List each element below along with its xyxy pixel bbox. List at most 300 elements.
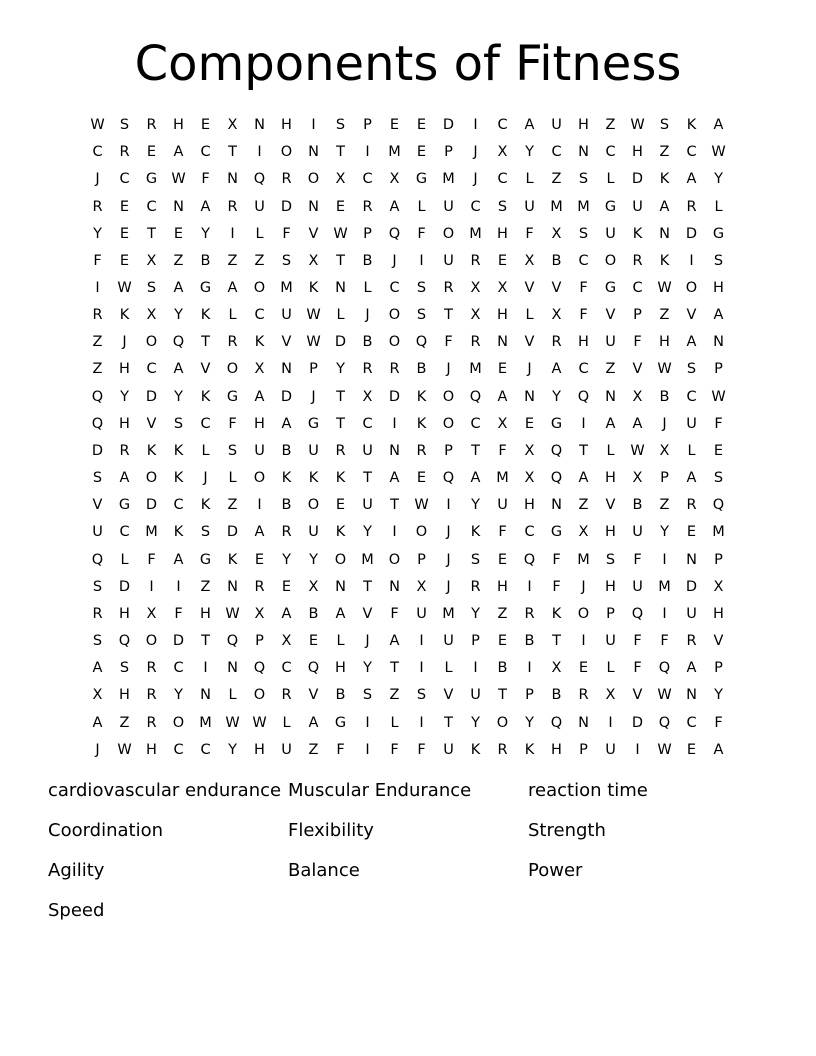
- grid-row: [84, 601, 732, 628]
- grid-letter: W: [252, 714, 267, 731]
- grid-letter: K: [416, 388, 427, 405]
- grid-letter: Z: [605, 117, 616, 134]
- grid-letter: U: [362, 497, 373, 514]
- grid-letter: J: [122, 334, 127, 351]
- grid-letter: M: [199, 714, 212, 731]
- word-list-item: Coordination: [48, 820, 164, 841]
- grid-letter: Y: [714, 171, 723, 188]
- grid-letter: P: [444, 442, 453, 459]
- grid-letter: M: [469, 225, 482, 242]
- grid-letter: E: [497, 551, 508, 568]
- grid-letter: O: [442, 225, 455, 242]
- grid-letter: A: [335, 605, 346, 622]
- grid-letter: I: [419, 633, 424, 650]
- grid-letter: X: [578, 524, 589, 541]
- grid-letter: Q: [442, 470, 455, 487]
- grid-letter: H: [497, 578, 508, 595]
- grid-letter: O: [388, 307, 401, 324]
- grid-letter: T: [147, 225, 156, 242]
- grid-letter: U: [686, 415, 697, 432]
- grid-letter: Q: [172, 334, 185, 351]
- grid-letter: A: [308, 714, 319, 731]
- grid-letter: A: [173, 144, 184, 161]
- grid-letter: I: [257, 144, 262, 161]
- grid-letter: Q: [658, 714, 671, 731]
- grid-row: [84, 166, 732, 193]
- grid-letter: K: [659, 252, 670, 269]
- grid-letter: J: [446, 551, 451, 568]
- grid-letter: N: [686, 551, 697, 568]
- grid-letter: S: [92, 633, 103, 650]
- grid-letter: V: [551, 280, 562, 297]
- grid-letter: I: [95, 280, 100, 297]
- word-list-item: cardiovascular endurance: [48, 780, 282, 801]
- grid-letter: Q: [91, 388, 104, 405]
- grid-letter: S: [416, 280, 427, 297]
- grid-letter: K: [146, 442, 157, 459]
- grid-row: [84, 302, 732, 329]
- grid-letter: Z: [254, 252, 265, 269]
- grid-letter: U: [281, 307, 292, 324]
- grid-letter: A: [686, 334, 697, 351]
- grid-letter: G: [226, 388, 239, 405]
- grid-letter: R: [146, 117, 157, 134]
- grid-letter: D: [280, 198, 293, 215]
- grid-letter: Y: [660, 524, 669, 541]
- word-list-item: Speed: [48, 900, 105, 921]
- grid-row: [84, 275, 732, 302]
- grid-letter: G: [604, 198, 617, 215]
- grid-letter: C: [389, 280, 400, 297]
- grid-letter: F: [579, 280, 588, 297]
- grid-letter: A: [686, 470, 697, 487]
- grid-letter: I: [257, 497, 262, 514]
- grid-letter: C: [200, 144, 211, 161]
- grid-letter: T: [498, 687, 507, 704]
- grid-letter: N: [659, 225, 670, 242]
- grid-letter: F: [525, 225, 534, 242]
- grid-letter: I: [365, 714, 370, 731]
- grid-letter: R: [686, 633, 697, 650]
- grid-letter: J: [392, 252, 397, 269]
- grid-letter: G: [415, 171, 428, 188]
- grid-letter: A: [686, 660, 697, 677]
- grid-letter: S: [497, 198, 508, 215]
- grid-letter: X: [524, 252, 535, 269]
- grid-letter: I: [230, 225, 235, 242]
- grid-letter: P: [363, 225, 372, 242]
- grid-letter: R: [146, 687, 157, 704]
- grid-letter: I: [473, 117, 478, 134]
- grid-letter: L: [363, 280, 372, 297]
- grid-letter: F: [336, 741, 345, 758]
- grid-letter: H: [497, 307, 508, 324]
- grid-letter: Q: [469, 388, 482, 405]
- grid-letter: V: [92, 497, 103, 514]
- grid-letter: W: [333, 225, 348, 242]
- grid-letter: E: [119, 252, 130, 269]
- grid-letter: I: [527, 660, 532, 677]
- grid-letter: P: [525, 687, 534, 704]
- grid-row: [84, 438, 732, 465]
- grid-letter: X: [362, 388, 373, 405]
- grid-row: [84, 248, 732, 275]
- grid-letter: F: [660, 633, 669, 650]
- grid-letter: X: [497, 415, 508, 432]
- grid-letter: E: [200, 117, 211, 134]
- grid-letter: M: [469, 361, 482, 378]
- grid-letter: D: [118, 578, 131, 595]
- grid-letter: B: [416, 361, 427, 378]
- grid-row: [84, 193, 732, 220]
- grid-letter: Y: [174, 307, 183, 324]
- grid-letter: U: [443, 252, 454, 269]
- grid-letter: I: [392, 524, 397, 541]
- grid-letter: N: [173, 198, 184, 215]
- grid-letter: H: [605, 470, 616, 487]
- grid-letter: T: [444, 714, 453, 731]
- grid-letter: I: [662, 551, 667, 568]
- grid-letter: B: [200, 252, 211, 269]
- grid-letter: L: [201, 442, 210, 459]
- grid-letter: F: [498, 442, 507, 459]
- grid-letter: E: [416, 470, 427, 487]
- grid-letter: N: [524, 388, 535, 405]
- grid-letter: X: [308, 578, 319, 595]
- grid-letter: W: [657, 280, 672, 297]
- grid-letter: G: [118, 497, 131, 514]
- grid-letter: T: [390, 660, 399, 677]
- grid-letter: M: [145, 524, 158, 541]
- grid-letter: F: [579, 307, 588, 324]
- grid-letter: Q: [388, 225, 401, 242]
- grid-letter: N: [605, 388, 616, 405]
- grid-letter: V: [200, 361, 211, 378]
- grid-letter: V: [524, 280, 535, 297]
- grid-letter: H: [605, 578, 616, 595]
- grid-letter: Q: [226, 633, 239, 650]
- grid-letter: Y: [282, 551, 291, 568]
- grid-letter: H: [335, 660, 346, 677]
- grid-letter: J: [95, 741, 100, 758]
- grid-letter: C: [200, 415, 211, 432]
- grid-letter: Y: [363, 660, 372, 677]
- grid-letter: C: [497, 117, 508, 134]
- grid-letter: R: [578, 687, 589, 704]
- grid-letter: Z: [497, 605, 508, 622]
- grid-letter: S: [92, 578, 103, 595]
- grid-letter: T: [363, 578, 372, 595]
- grid-letter: I: [635, 741, 640, 758]
- grid-letter: U: [92, 524, 103, 541]
- grid-letter: D: [631, 714, 644, 731]
- grid-row: [84, 112, 732, 139]
- grid-letter: O: [334, 551, 347, 568]
- grid-letter: K: [335, 524, 346, 541]
- grid-letter: O: [253, 280, 266, 297]
- grid-letter: G: [145, 171, 158, 188]
- grid-letter: Z: [227, 252, 238, 269]
- grid-letter: A: [470, 470, 481, 487]
- grid-letter: K: [308, 280, 319, 297]
- grid-letter: W: [225, 605, 240, 622]
- grid-letter: H: [281, 117, 292, 134]
- grid-letter: I: [527, 578, 532, 595]
- grid-letter: T: [336, 252, 345, 269]
- grid-letter: J: [365, 307, 370, 324]
- grid-row: [84, 574, 732, 601]
- grid-letter: E: [578, 660, 589, 677]
- grid-letter: N: [713, 334, 724, 351]
- grid-letter: F: [552, 551, 561, 568]
- grid-letter: I: [365, 741, 370, 758]
- grid-letter: S: [416, 687, 427, 704]
- grid-letter: L: [228, 687, 237, 704]
- grid-letter: Q: [91, 415, 104, 432]
- grid-letter: I: [419, 252, 424, 269]
- grid-letter: A: [713, 741, 724, 758]
- grid-letter: D: [631, 171, 644, 188]
- grid-letter: V: [632, 361, 643, 378]
- grid-letter: A: [389, 198, 400, 215]
- grid-letter: Y: [309, 551, 318, 568]
- grid-letter: Q: [118, 633, 131, 650]
- grid-letter: O: [253, 470, 266, 487]
- grid-letter: P: [471, 633, 480, 650]
- grid-letter: X: [497, 144, 508, 161]
- grid-letter: Z: [659, 497, 670, 514]
- grid-letter: V: [443, 687, 454, 704]
- grid-letter: J: [662, 415, 667, 432]
- grid-letter: R: [254, 578, 265, 595]
- grid-letter: P: [417, 551, 426, 568]
- grid-letter: G: [307, 415, 320, 432]
- grid-letter: K: [632, 225, 643, 242]
- grid-letter: P: [633, 307, 642, 324]
- grid-letter: N: [686, 687, 697, 704]
- grid-letter: X: [605, 687, 616, 704]
- grid-letter: N: [227, 171, 238, 188]
- grid-row: [84, 221, 732, 248]
- grid-letter: F: [174, 605, 183, 622]
- grid-letter: N: [335, 578, 346, 595]
- grid-letter: V: [308, 225, 319, 242]
- word-list-item: Strength: [528, 820, 606, 841]
- grid-letter: A: [713, 307, 724, 324]
- grid-letter: K: [659, 171, 670, 188]
- grid-letter: B: [551, 252, 562, 269]
- grid-letter: S: [686, 361, 697, 378]
- grid-letter: E: [173, 225, 184, 242]
- grid-letter: W: [630, 117, 645, 134]
- grid-letter: Q: [550, 714, 563, 731]
- grid-letter: X: [146, 605, 157, 622]
- grid-letter: N: [497, 334, 508, 351]
- grid-letter: Z: [551, 171, 562, 188]
- grid-letter: R: [362, 361, 373, 378]
- grid-letter: S: [659, 117, 670, 134]
- grid-letter: C: [281, 660, 292, 677]
- grid-letter: R: [281, 524, 292, 541]
- grid-letter: R: [362, 198, 373, 215]
- grid-letter: O: [577, 605, 590, 622]
- grid-letter: F: [633, 660, 642, 677]
- grid-letter: E: [119, 198, 130, 215]
- grid-letter: Z: [92, 361, 103, 378]
- grid-letter: B: [362, 252, 373, 269]
- grid-letter: R: [470, 252, 481, 269]
- grid-letter: R: [119, 144, 130, 161]
- word-list-item: Balance: [288, 860, 360, 881]
- grid-letter: P: [255, 633, 264, 650]
- grid-letter: Z: [659, 307, 670, 324]
- grid-letter: U: [443, 198, 454, 215]
- grid-letter: X: [416, 578, 427, 595]
- grid-letter: D: [226, 524, 239, 541]
- grid-letter: B: [524, 633, 535, 650]
- grid-letter: R: [119, 442, 130, 459]
- grid-letter: J: [446, 578, 451, 595]
- grid-letter: I: [311, 117, 316, 134]
- page-title: Components of Fitness: [134, 36, 682, 92]
- grid-letter: F: [201, 171, 210, 188]
- grid-row: [84, 465, 732, 492]
- grid-letter: Z: [92, 334, 103, 351]
- grid-letter: A: [200, 198, 211, 215]
- grid-letter: U: [470, 687, 481, 704]
- grid-letter: A: [281, 605, 292, 622]
- grid-letter: L: [606, 660, 615, 677]
- grid-letter: C: [119, 524, 130, 541]
- grid-letter: Z: [200, 578, 211, 595]
- grid-letter: L: [282, 714, 291, 731]
- grid-letter: X: [254, 605, 265, 622]
- grid-letter: C: [578, 361, 589, 378]
- grid-letter: T: [471, 442, 480, 459]
- grid-letter: G: [199, 551, 212, 568]
- grid-letter: S: [335, 117, 346, 134]
- grid-letter: A: [713, 117, 724, 134]
- grid-letter: J: [365, 633, 370, 650]
- grid-letter: W: [657, 687, 672, 704]
- grid-letter: K: [686, 117, 697, 134]
- grid-letter: A: [173, 361, 184, 378]
- grid-letter: I: [581, 415, 586, 432]
- grid-letter: N: [227, 660, 238, 677]
- grid-letter: L: [525, 307, 534, 324]
- grid-letter: L: [228, 470, 237, 487]
- grid-letter: E: [335, 198, 346, 215]
- grid-letter: I: [176, 578, 181, 595]
- grid-letter: W: [657, 361, 672, 378]
- grid-letter: U: [443, 633, 454, 650]
- grid-letter: L: [417, 198, 426, 215]
- grid-letter: P: [363, 117, 372, 134]
- grid-letter: A: [281, 415, 292, 432]
- grid-letter: W: [225, 714, 240, 731]
- grid-letter: F: [633, 551, 642, 568]
- grid-letter: V: [146, 415, 157, 432]
- grid-letter: T: [363, 470, 372, 487]
- grid-letter: V: [632, 687, 643, 704]
- grid-row: [84, 519, 732, 546]
- grid-letter: O: [253, 687, 266, 704]
- grid-letter: S: [605, 551, 616, 568]
- grid-letter: X: [308, 252, 319, 269]
- grid-letter: Y: [174, 687, 183, 704]
- grid-row: [84, 655, 732, 682]
- grid-letter: V: [281, 334, 292, 351]
- grid-letter: Y: [471, 497, 480, 514]
- grid-letter: H: [200, 605, 211, 622]
- grid-letter: A: [497, 388, 508, 405]
- grid-letter: V: [686, 307, 697, 324]
- grid-letter: G: [199, 280, 212, 297]
- grid-letter: W: [90, 117, 105, 134]
- grid-letter: C: [362, 171, 373, 188]
- grid-letter: H: [497, 225, 508, 242]
- grid-letter: Y: [714, 687, 723, 704]
- grid-letter: H: [146, 741, 157, 758]
- grid-letter: G: [604, 280, 617, 297]
- grid-letter: B: [632, 497, 643, 514]
- grid-letter: C: [173, 660, 184, 677]
- grid-letter: B: [335, 687, 346, 704]
- grid-letter: X: [524, 470, 535, 487]
- grid-letter: I: [608, 714, 613, 731]
- grid-letter: O: [307, 171, 320, 188]
- grid-letter: F: [147, 551, 156, 568]
- grid-letter: D: [145, 497, 158, 514]
- grid-letter: B: [308, 605, 319, 622]
- grid-letter: C: [686, 144, 697, 161]
- grid-letter: E: [497, 361, 508, 378]
- grid-letter: T: [579, 442, 588, 459]
- grid-letter: H: [551, 741, 562, 758]
- grid-letter: R: [443, 280, 454, 297]
- grid-letter: U: [551, 117, 562, 134]
- grid-letter: X: [524, 442, 535, 459]
- grid-letter: A: [92, 714, 103, 731]
- grid-letter: P: [579, 741, 588, 758]
- grid-letter: Y: [471, 714, 480, 731]
- grid-letter: W: [711, 144, 726, 161]
- grid-letter: H: [119, 687, 130, 704]
- grid-letter: N: [551, 497, 562, 514]
- grid-letter: S: [173, 415, 184, 432]
- grid-letter: D: [334, 334, 347, 351]
- grid-letter: Q: [631, 605, 644, 622]
- grid-letter: M: [442, 171, 455, 188]
- grid-letter: D: [145, 388, 158, 405]
- grid-letter: C: [578, 252, 589, 269]
- grid-letter: L: [606, 442, 615, 459]
- grid-letter: E: [524, 415, 535, 432]
- grid-letter: U: [632, 578, 643, 595]
- grid-letter: A: [551, 361, 562, 378]
- grid-letter: L: [714, 198, 723, 215]
- grid-letter: M: [496, 470, 509, 487]
- grid-letter: P: [606, 605, 615, 622]
- grid-letter: F: [93, 252, 102, 269]
- grid-letter: U: [443, 741, 454, 758]
- grid-letter: Q: [253, 171, 266, 188]
- grid-letter: A: [254, 388, 265, 405]
- grid-letter: V: [524, 334, 535, 351]
- grid-letter: O: [442, 388, 455, 405]
- grid-letter: U: [308, 442, 319, 459]
- grid-row: [84, 384, 732, 411]
